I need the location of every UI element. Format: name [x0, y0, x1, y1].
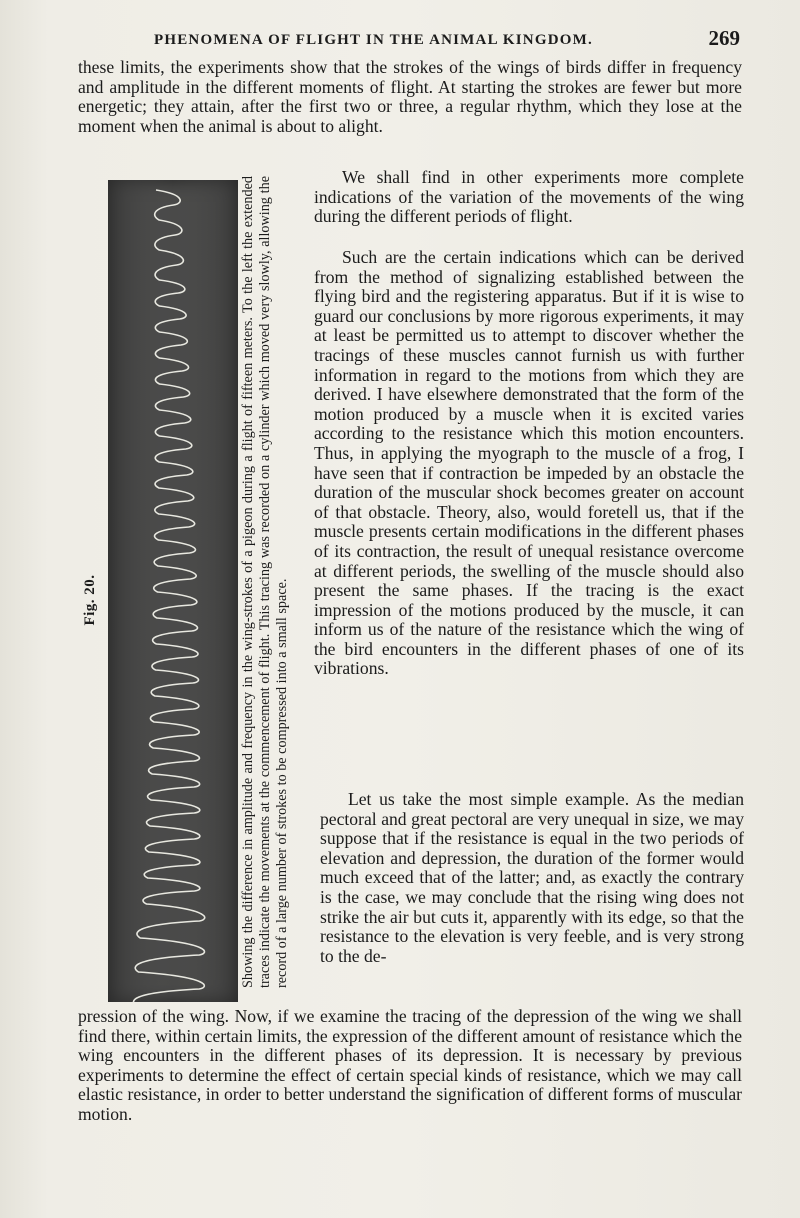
- paragraph-opening: these limits, the experiments show that the strokes of the wings of birds differ in frequency and amplitude in the different moments of flight. At starting the strokes are fewer but more energetic; they attain, after the first two or three, a regular rhythm, which they lose at the moment when the animal is about to alight.: [78, 57, 742, 136]
- running-title: PHENOMENA OF FLIGHT IN THE ANIMAL KINGDOM.: [154, 32, 593, 48]
- paragraph-third: Such are the certain indications which can be derived from the method of signalizing established between the flying bird and the registering apparatus. But if it is wise to guard our conclusions by more rigorous experiments, it may at least be permitted us to attempt to discover whether the tracings of these muscles cannot furnish us with further information in regard to the motions from which they are derived. I have elsewhere demonstrated that the form of the motion produced by a muscle when it is excited varies according to the resistance which this motion encounters. Thus, in applying the myograph to the muscle of a frog, I have seen that if contraction be impeded by an obstacle the duration of the muscular shock becomes greater on account of that obstacle. Theory, also, would foretell us, that if the muscle presents certain modifications in the different phases of its contraction, the result of unequal resistance overcome at different periods, the swelling of the muscle should also present the same phases. If the tracing is the exact impression of the motions produced by the muscle, it can inform us of the nature of the resistance which the wing of the bird encounters in the different phases of one of its vibrations.: [314, 247, 744, 679]
- paragraph-fourth-column: Let us take the most simple example. As the median pectoral and great pectoral are very unequal in size, we may suppose that if the resistance is equal in the two periods of elevation and depression, the duration of the former would much exceed that of the latter; and, as exactly the contrary is the case, we may conclude that the rising wing does not strike the air but cuts it, apparently with its edge, so that the resistance to the elevation is very feeble, and is very strong to the de-: [320, 789, 744, 966]
- figure-caption: [240, 176, 306, 988]
- figure-label-text: Fig. 20.: [82, 574, 98, 626]
- paragraph-second: We shall find in other experiments more complete indications of the variation of the movements of the wing during the different periods of flight.: [314, 167, 744, 227]
- paragraph-fourth-continued: pression of the wing. Now, if we examine the tracing of the depression of the wing we shall find there, within certain limits, the expression of the different amount of resistance which the wing encounters in the different phases of its depression. It is necessary by previous experiments to determine the effect of certain special kinds of resistance, which we may call elastic resistance, in order to better understand the signification of different forms of muscular motion.: [78, 1006, 742, 1124]
- figure-label: [80, 570, 104, 630]
- figure-tracing-image: [108, 180, 238, 1002]
- wing-stroke-tracing: [108, 180, 238, 1002]
- running-head: [150, 26, 750, 52]
- figure-caption-text: Showing the difference in amplitude and frequency in the wing-strokes of a pigeon during a flight of fifteen meters. To the left the extended traces indicate the movements at the commencement of flight. This tracing was recorded on a cylinder which moved very slowly, allowing the record of a large number of strokes to be compressed into a small space.: [240, 176, 290, 988]
- page-number: 269: [708, 26, 740, 50]
